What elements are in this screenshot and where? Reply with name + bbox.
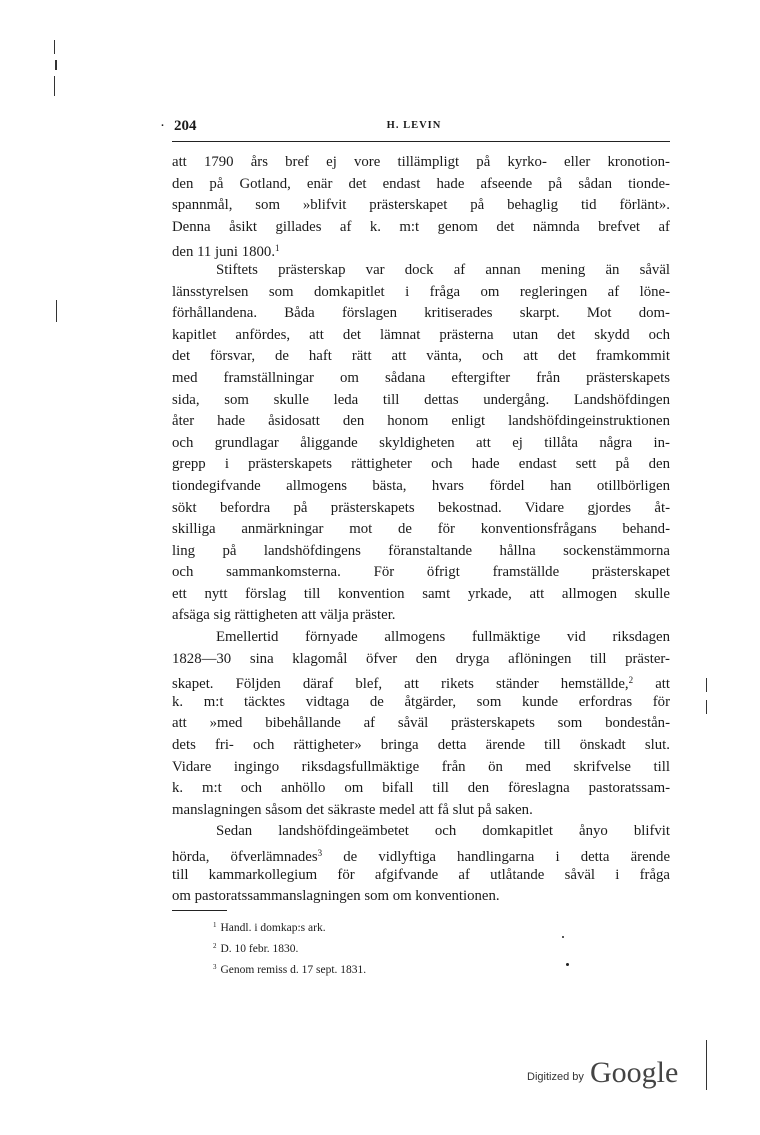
text-line: spannmål, som »blifvit prästerskapet på behaglig tid förlänt».: [172, 197, 670, 214]
text-line: sida, som skulle leda till dettas undergång. Landshöfdingen: [172, 391, 670, 408]
footnotes: [213, 916, 366, 979]
text-line: ett nytt förslag till konvention samt yrkade, att allmogen skulle: [172, 585, 670, 602]
text-line: afsäga sig rättigheten att välja präster.: [172, 607, 396, 624]
header-bullet: ·: [160, 118, 165, 134]
text-line: Sedan landshöfdingeämbetet och domkapitlet ånyo blifvit: [216, 823, 670, 840]
text-line: förhållandena. Båda förslagen kritiserades skarpt. Mot dom-: [172, 305, 670, 322]
text-line: k. m:t täcktes vidtaga de åtgärder, som kunde erfordras för: [172, 693, 670, 710]
header-rule: [172, 141, 670, 142]
footnote-rule: [172, 910, 227, 911]
margin-mark: [54, 76, 55, 96]
page-header: [160, 118, 668, 138]
body-text: [172, 152, 670, 908]
speck: [566, 963, 569, 966]
text-line: sökt befordra på prästerskapets bekostnad. Vidare gjordes åt-: [172, 499, 670, 516]
footnote: $^1$ Handl. i domkap:s ark.: [213, 921, 326, 934]
footnote: $^3$ Genom remiss d. 17 sept. 1831.: [213, 963, 367, 976]
text-line: 1828—30 sina klagomål öfver den dryga aflöningen till präster-: [172, 650, 670, 667]
text-line: det försvar, de haft rätt att vänta, och att det framkommit: [172, 348, 670, 365]
text-line: den 11 juni 1800.$^1$: [172, 243, 280, 261]
margin-mark: [706, 678, 707, 692]
text-line: med framställningar om sådana eftergifter från prästerskapets: [172, 369, 670, 386]
text-line: skapet. Följden däraf blef, att rikets ständer hemställde,$^2$ att: [172, 675, 670, 693]
google-logo: [588, 1052, 688, 1092]
text-line: den på Gotland, enär det endast hade afseende på sådan tionde-: [172, 175, 670, 192]
speck: [562, 936, 564, 938]
text-line: ling på landshöfdingens föranstaltande hållna sockenstämmorna: [172, 542, 670, 559]
text-line: grepp i prästerskapets rättigheter och hade endast sett på den: [172, 456, 670, 473]
running-head: H. LEVIN: [386, 120, 442, 131]
text-line: Stiftets prästerskap var dock af annan mening än såväl: [216, 261, 670, 278]
text-line: och grundlagar åliggande skyldigheten att ej tillåta några in-: [172, 434, 670, 451]
text-line: k. m:t och anhöllo om bifall till den föreslagna pastoratssam-: [172, 780, 670, 797]
footnote-ref: 3: [317, 848, 323, 858]
text-line: tiondegifvande allmogens bästa, hvars fördel han otillbörligen: [172, 477, 670, 494]
text-line: till kammarkollegium för afgifvande af utlåtande såväl i fråga: [172, 866, 670, 883]
text-line: att »med bibehållande af såväl prästerskapets som bondestån-: [172, 715, 670, 732]
text-line: Emellertid förnyade allmogens fullmäktige vid riksdagen: [216, 629, 670, 646]
text-line: hörda, öfverlämnades$^3$ de vidlyftiga handlingarna i detta ärende: [172, 848, 671, 865]
text-line: Denna åsikt gillades af k. m:t genom det nämnda brefvet af: [172, 218, 670, 235]
text-line: och sammankomsterna. För öfrigt framställde prästerskapet: [172, 564, 670, 581]
margin-mark: [56, 300, 57, 322]
text-line: länsstyrelsen som domkapitlet i fråga om regleringen af löne-: [172, 283, 670, 300]
footnote: $^2$ D. 10 febr. 1830.: [213, 942, 299, 955]
text-line: att 1790 års bref ej vore tillämpligt på kyrko- eller kronotion-: [172, 154, 670, 170]
watermark-prefix: Digitized by: [527, 1071, 584, 1083]
page-number: 204: [174, 118, 197, 134]
footnote-mark: 3: [213, 963, 217, 971]
footnote-ref: 2: [628, 675, 634, 686]
google-wordmark: Google: [590, 1056, 679, 1089]
text-line: åter hade åsidosatt den honom enligt landshöfdingeinstruktionen: [172, 413, 670, 430]
footnote-mark: 1: [213, 921, 217, 929]
margin-mark: [706, 700, 707, 714]
digitized-by-google-watermark: [520, 1052, 690, 1092]
margin-mark: [55, 60, 57, 70]
text-line: manslagningen såsom det säkraste medel att få slut på saken.: [172, 801, 533, 818]
footnote-mark: 2: [213, 942, 217, 950]
text-line: om pastoratssammanslagningen som om konventionen.: [172, 888, 500, 905]
text-line: Vidare ingingo riksdagsfullmäktige från ön med skrifvelse till: [172, 758, 670, 775]
text-line: kapitlet anfördes, att det lämnat prästerna utan det skydd och: [172, 326, 670, 343]
margin-mark: [706, 1040, 707, 1090]
text-line: skilliga anmärkningar mot de för konventionsfrågans behand-: [172, 521, 670, 538]
footnote-ref: 1: [275, 243, 280, 254]
margin-mark: [54, 40, 55, 54]
text-line: dets fri- och rättigheter» bringa detta ärende till önskadt slut.: [172, 737, 670, 754]
